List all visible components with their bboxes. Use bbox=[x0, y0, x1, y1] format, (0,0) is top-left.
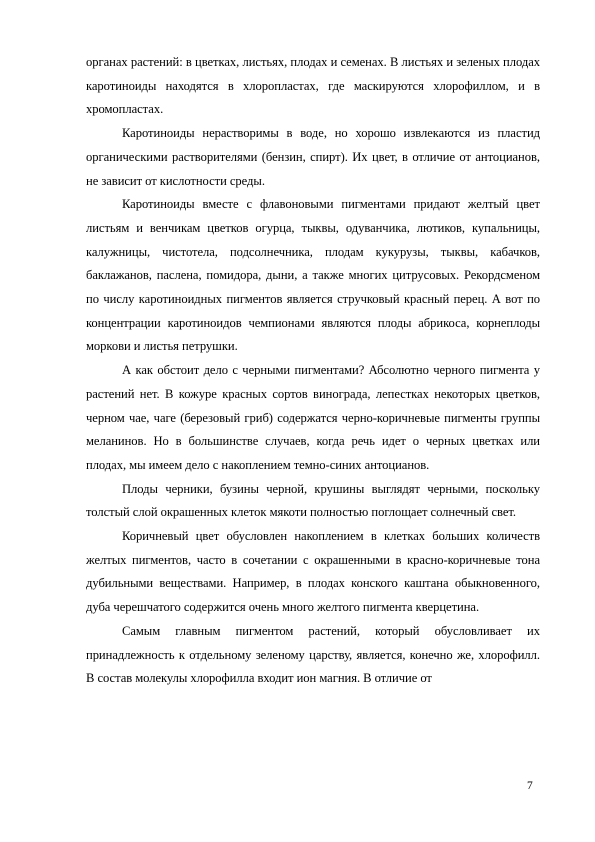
page-number: 7 bbox=[527, 780, 533, 792]
body-text bbox=[86, 51, 540, 691]
paragraph-5: Плоды черники, бузины черной, крушины выглядят черными, поскольку толстый слой окрашенных клеток мякоти полностью поглощает солнечный свет. bbox=[86, 481, 540, 520]
paragraph-4: А как обстоит дело с черными пигментами? Абсолютно черного пигмента у растений нет. В кожуре красных сортов винограда, лепестках некоторых цветков, черном чае, чаге (березовый гриб) содержатся черно-коричневые пигменты группы меланинов. Но в большинстве случаев, когда речь идет о черных цветках или плодах, мы имеем дело с накоплением темно-синих антоцианов. bbox=[86, 363, 540, 472]
paragraph-2: Каротиноиды нерастворимы в воде, но хорошо извлекаются из пластид органическими растворителями (бензин, спирт). Их цвет, в отличие от антоцианов, не зависит от кислотности среды. bbox=[86, 126, 540, 188]
paragraph-3: Каротиноиды вместе с флавоновыми пигментами придают желтый цвет листьям и венчикам цветков огурца, тыквы, одуванчика, лютиков, купальницы, калужницы, чистотела, подсолнечника, плодам кукурузы, тыквы, кабачков, баклажанов, паслена, помидора, дыни, а также многих цитрусовых. Рекордсменом по числу каротиноидных пигментов является стручковый красный перец. А вот по концентрации каротиноидов чемпионами являются плоды абрикоса, корнеплоды моркови и листья петрушки. bbox=[86, 197, 540, 354]
paragraph-7: Самым главным пигментом растений, который обусловливает их принадлежность к отдельному зеленому царству, является, конечно же, хлорофилл. В состав молекулы хлорофилла входит ион магния. В отличие от bbox=[86, 623, 540, 686]
paragraph-1: органах растений: в цветках, листьях, плодах и семенах. В листьях и зеленых плодах каротиноиды находятся в хлоропластах, где маскируются хлорофиллом, и в хромопластах. bbox=[86, 55, 540, 117]
paragraph-6: Коричневый цвет обусловлен накоплением в клетках больших количеств желтых пигментов, часто в сочетании с окрашенными в красно-коричневые тона дубильными веществами. Например, в плодах конского каштана обыкновенного, дуба черешчатого содержится очень много желтого пигмента кверцетина. bbox=[86, 529, 540, 615]
